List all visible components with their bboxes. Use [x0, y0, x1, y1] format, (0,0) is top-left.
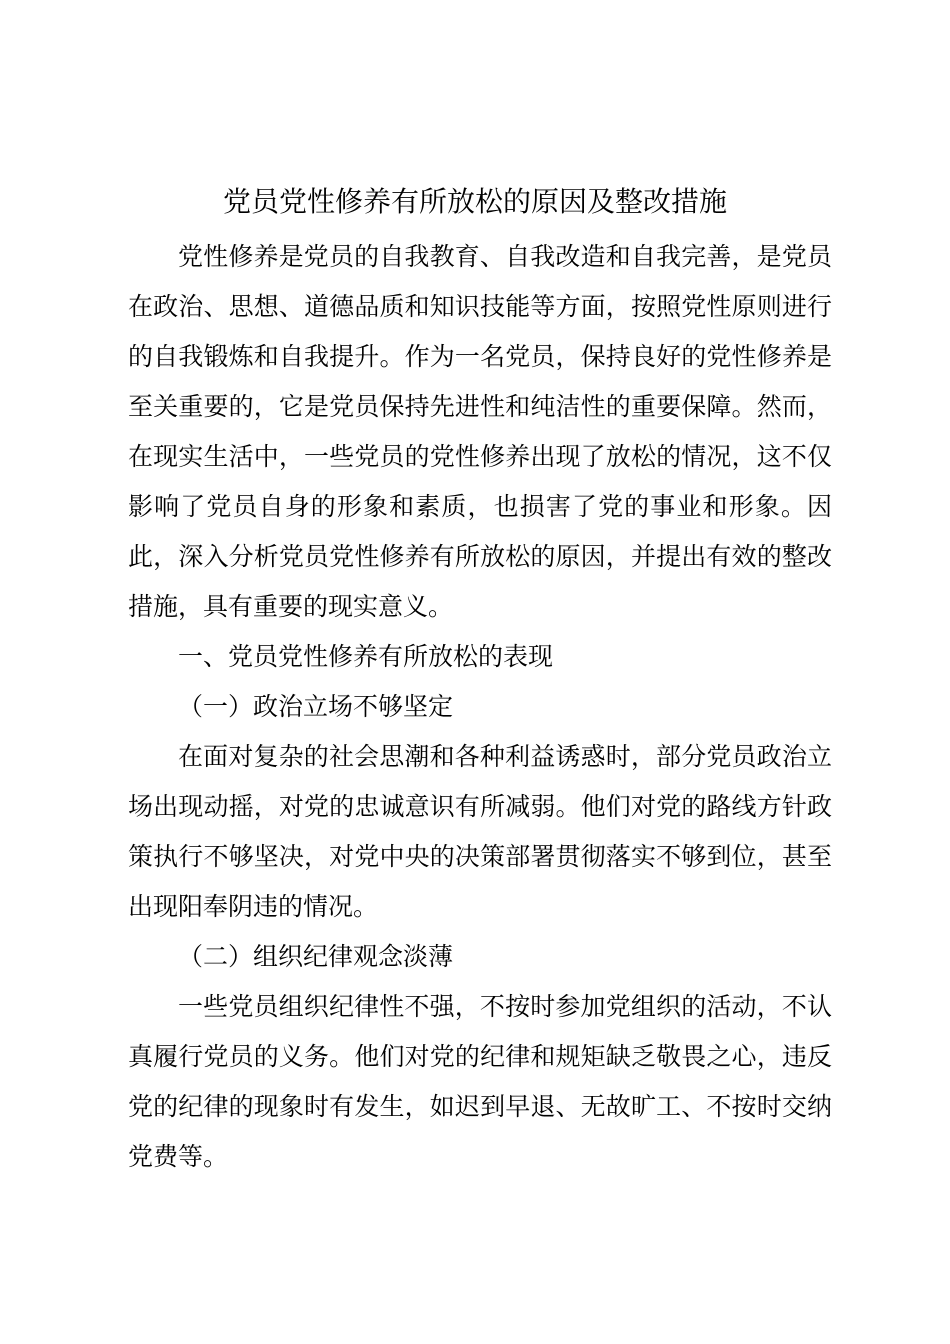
body-paragraph: 在面对复杂的社会思潮和各种利益诱惑时，部分党员政治立场出现动摇，对党的忠诚意识有所减弱。他们对党的路线方针政策执行不够坚决，对党中央的决策部署贯彻落实不够到位，甚至出现阳奉阴违的情况。	[128, 742, 832, 921]
subsection-heading: （二）组织纪律观念淡薄	[178, 942, 454, 971]
intro-paragraph: 党性修养是党员的自我教育、自我改造和自我完善，是党员在政治、思想、道德品质和知识技能等方面，按照党性原则进行的自我锻炼和自我提升。作为一名党员，保持良好的党性修养是至关重要的，它是党员保持先进性和纯洁性的重要保障。然而，在现实生活中，一些党员的党性修养出现了放松的情况，这不仅影响了党员自身的形象和素质，也损害了党的事业和形象。因此，深入分析党员党性修养有所放松的原因，并提出有效的整改措施，具有重要的现实意义。	[128, 242, 832, 621]
document-body	[128, 232, 832, 1182]
body-paragraph: 一些党员组织纪律性不强，不按时参加党组织的活动，不认真履行党员的义务。他们对党的纪律和规矩缺乏敬畏之心，违反党的纪律的现象时有发生，如迟到早退、无故旷工、不按时交纳党费等。	[128, 992, 832, 1171]
section-heading: 一、党员党性修养有所放松的表现	[178, 642, 554, 671]
document-title: 党员党性修养有所放松的原因及整改措施	[222, 185, 727, 218]
subsection-heading: （一）政治立场不够坚定	[178, 692, 454, 721]
